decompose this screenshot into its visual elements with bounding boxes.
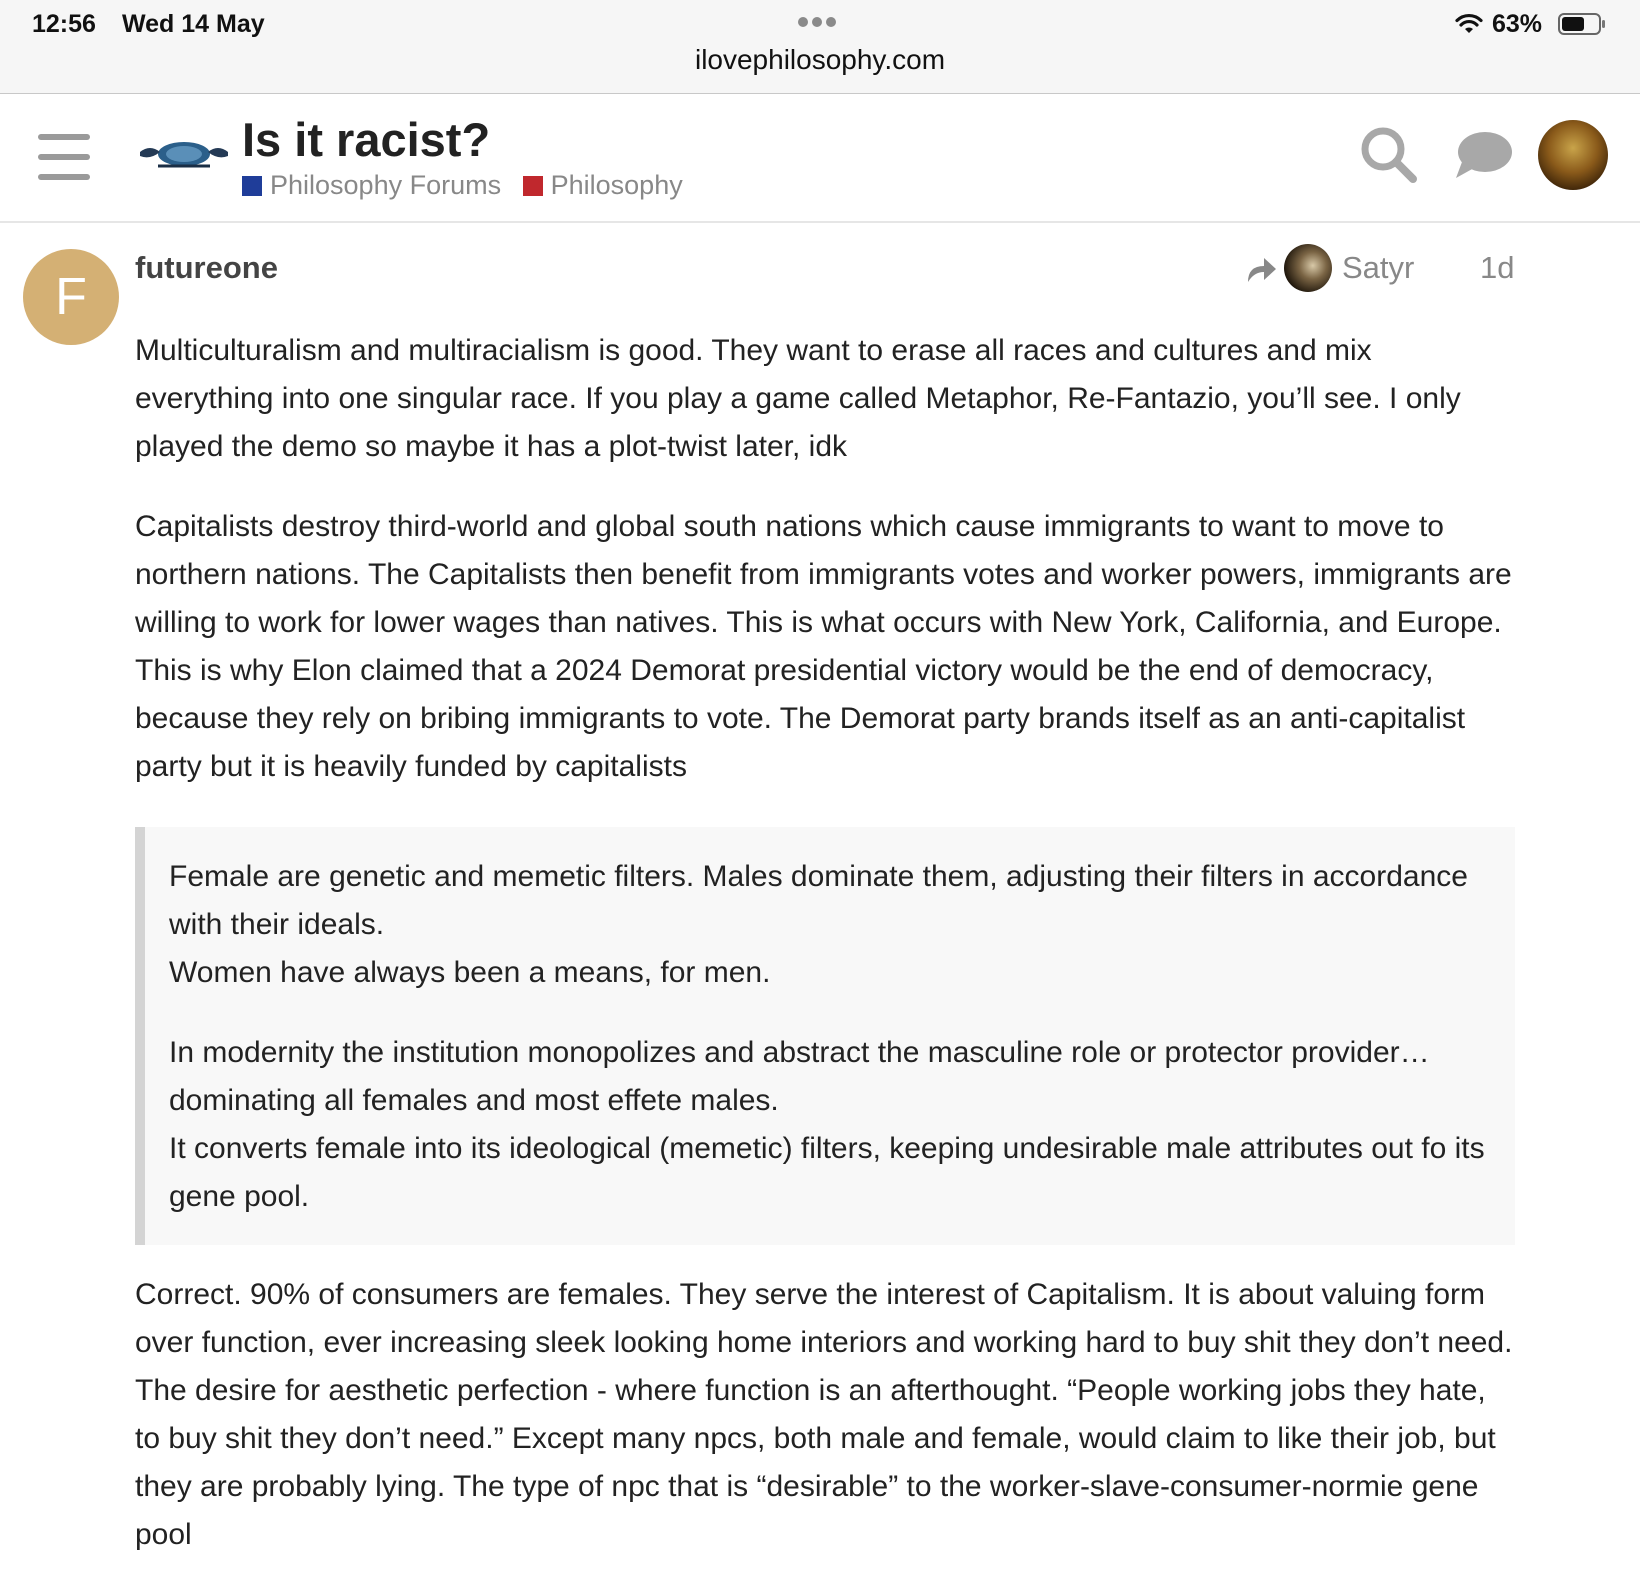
status-date: Wed 14 May — [122, 10, 265, 38]
quote-line: Female are genetic and memetic filters. Males dominate them, adjusting their filters in accordance with their ideals. — [169, 860, 1468, 941]
quote-line: It converts female into its ideological (memetic) filters, keeping undesirable male attributes out fo its gene pool. — [169, 1132, 1485, 1213]
wifi-icon — [1454, 12, 1484, 36]
battery-percent: 63% — [1492, 10, 1543, 38]
reply-to-username[interactable]: Satyr — [1342, 250, 1415, 285]
browser-status-bar — [0, 0, 1640, 94]
category-badge-philosophy-forums[interactable] — [242, 170, 501, 201]
topic-title[interactable]: Is it racist? — [242, 113, 491, 166]
category-label: Philosophy Forums — [270, 170, 502, 200]
reply-to-avatar[interactable] — [1284, 244, 1332, 292]
quote-paragraph — [169, 1029, 1491, 1221]
category-badge-philosophy[interactable] — [523, 170, 683, 201]
post-content — [135, 327, 1515, 1591]
hamburger-menu-icon[interactable] — [38, 134, 90, 180]
quote-block — [135, 827, 1515, 1245]
post-paragraph: Capitalists destroy third-world and global south nations which cause immigrants to want to move to northern nations. The Capitalists then benefit from immigrants votes and worker powers, immigrants are willing to work for lower wages than natives. This is what occurs with New York, California, and Europe. This is why Elon claimed that a 2024 Demorat presidential victory would be the end of democracy, because they rely on bribing immigrants to vote. The Demorat party brands itself as an anti-capitalist party but it is heavily funded by capitalists — [135, 510, 1512, 783]
status-time: 12:56 — [32, 10, 96, 38]
url-address[interactable]: ilovephilosophy.com — [694, 44, 946, 75]
quote-line: Women have always been a means, for men. — [169, 956, 771, 989]
multitasking-dots-icon[interactable] — [798, 14, 842, 30]
forum-header — [0, 94, 1640, 223]
chat-bubble-icon[interactable] — [1452, 128, 1514, 184]
post-date[interactable]: 1d — [1480, 250, 1515, 285]
site-logo[interactable] — [138, 134, 230, 174]
current-user-avatar[interactable] — [1538, 120, 1608, 190]
category-color-square — [523, 176, 543, 196]
quote-paragraph — [169, 853, 1491, 997]
post-author-username[interactable]: futureone — [135, 250, 278, 285]
post-paragraph: Multiculturalism and multiracialism is good. They want to erase all races and cultures and mix everything into one singular race. If you play a game called Metaphor, Re-Fantazio, you’ll see. I only played the demo so maybe it has a plot-twist later, idk — [135, 334, 1461, 463]
quote-line: In modernity the institution monopolizes and abstract the masculine role or protector provider…dominating all females and most effete males. — [169, 1036, 1430, 1117]
reply-arrow-icon[interactable] — [1244, 254, 1278, 284]
search-icon[interactable] — [1358, 124, 1420, 186]
post-paragraph: Correct. 90% of consumers are females. They serve the interest of Capitalism. It is about valuing form over function, ever increasing sleek looking home interiors and working hard to buy shit they don’t need. The desire for aesthetic perfection - where function is an afterthought. “People working jobs they hate, to buy shit they don’t need.” Except many npcs, both male and female, would claim to like their job, but they are probably lying. The type of npc that is “desirable” to the worker-slave-consumer-normie gene pool — [135, 1278, 1513, 1551]
battery-icon — [1558, 13, 1606, 35]
post-author-avatar[interactable]: F — [23, 249, 119, 345]
category-color-square — [242, 176, 262, 196]
category-label: Philosophy — [550, 170, 683, 200]
breadcrumb — [242, 170, 697, 201]
